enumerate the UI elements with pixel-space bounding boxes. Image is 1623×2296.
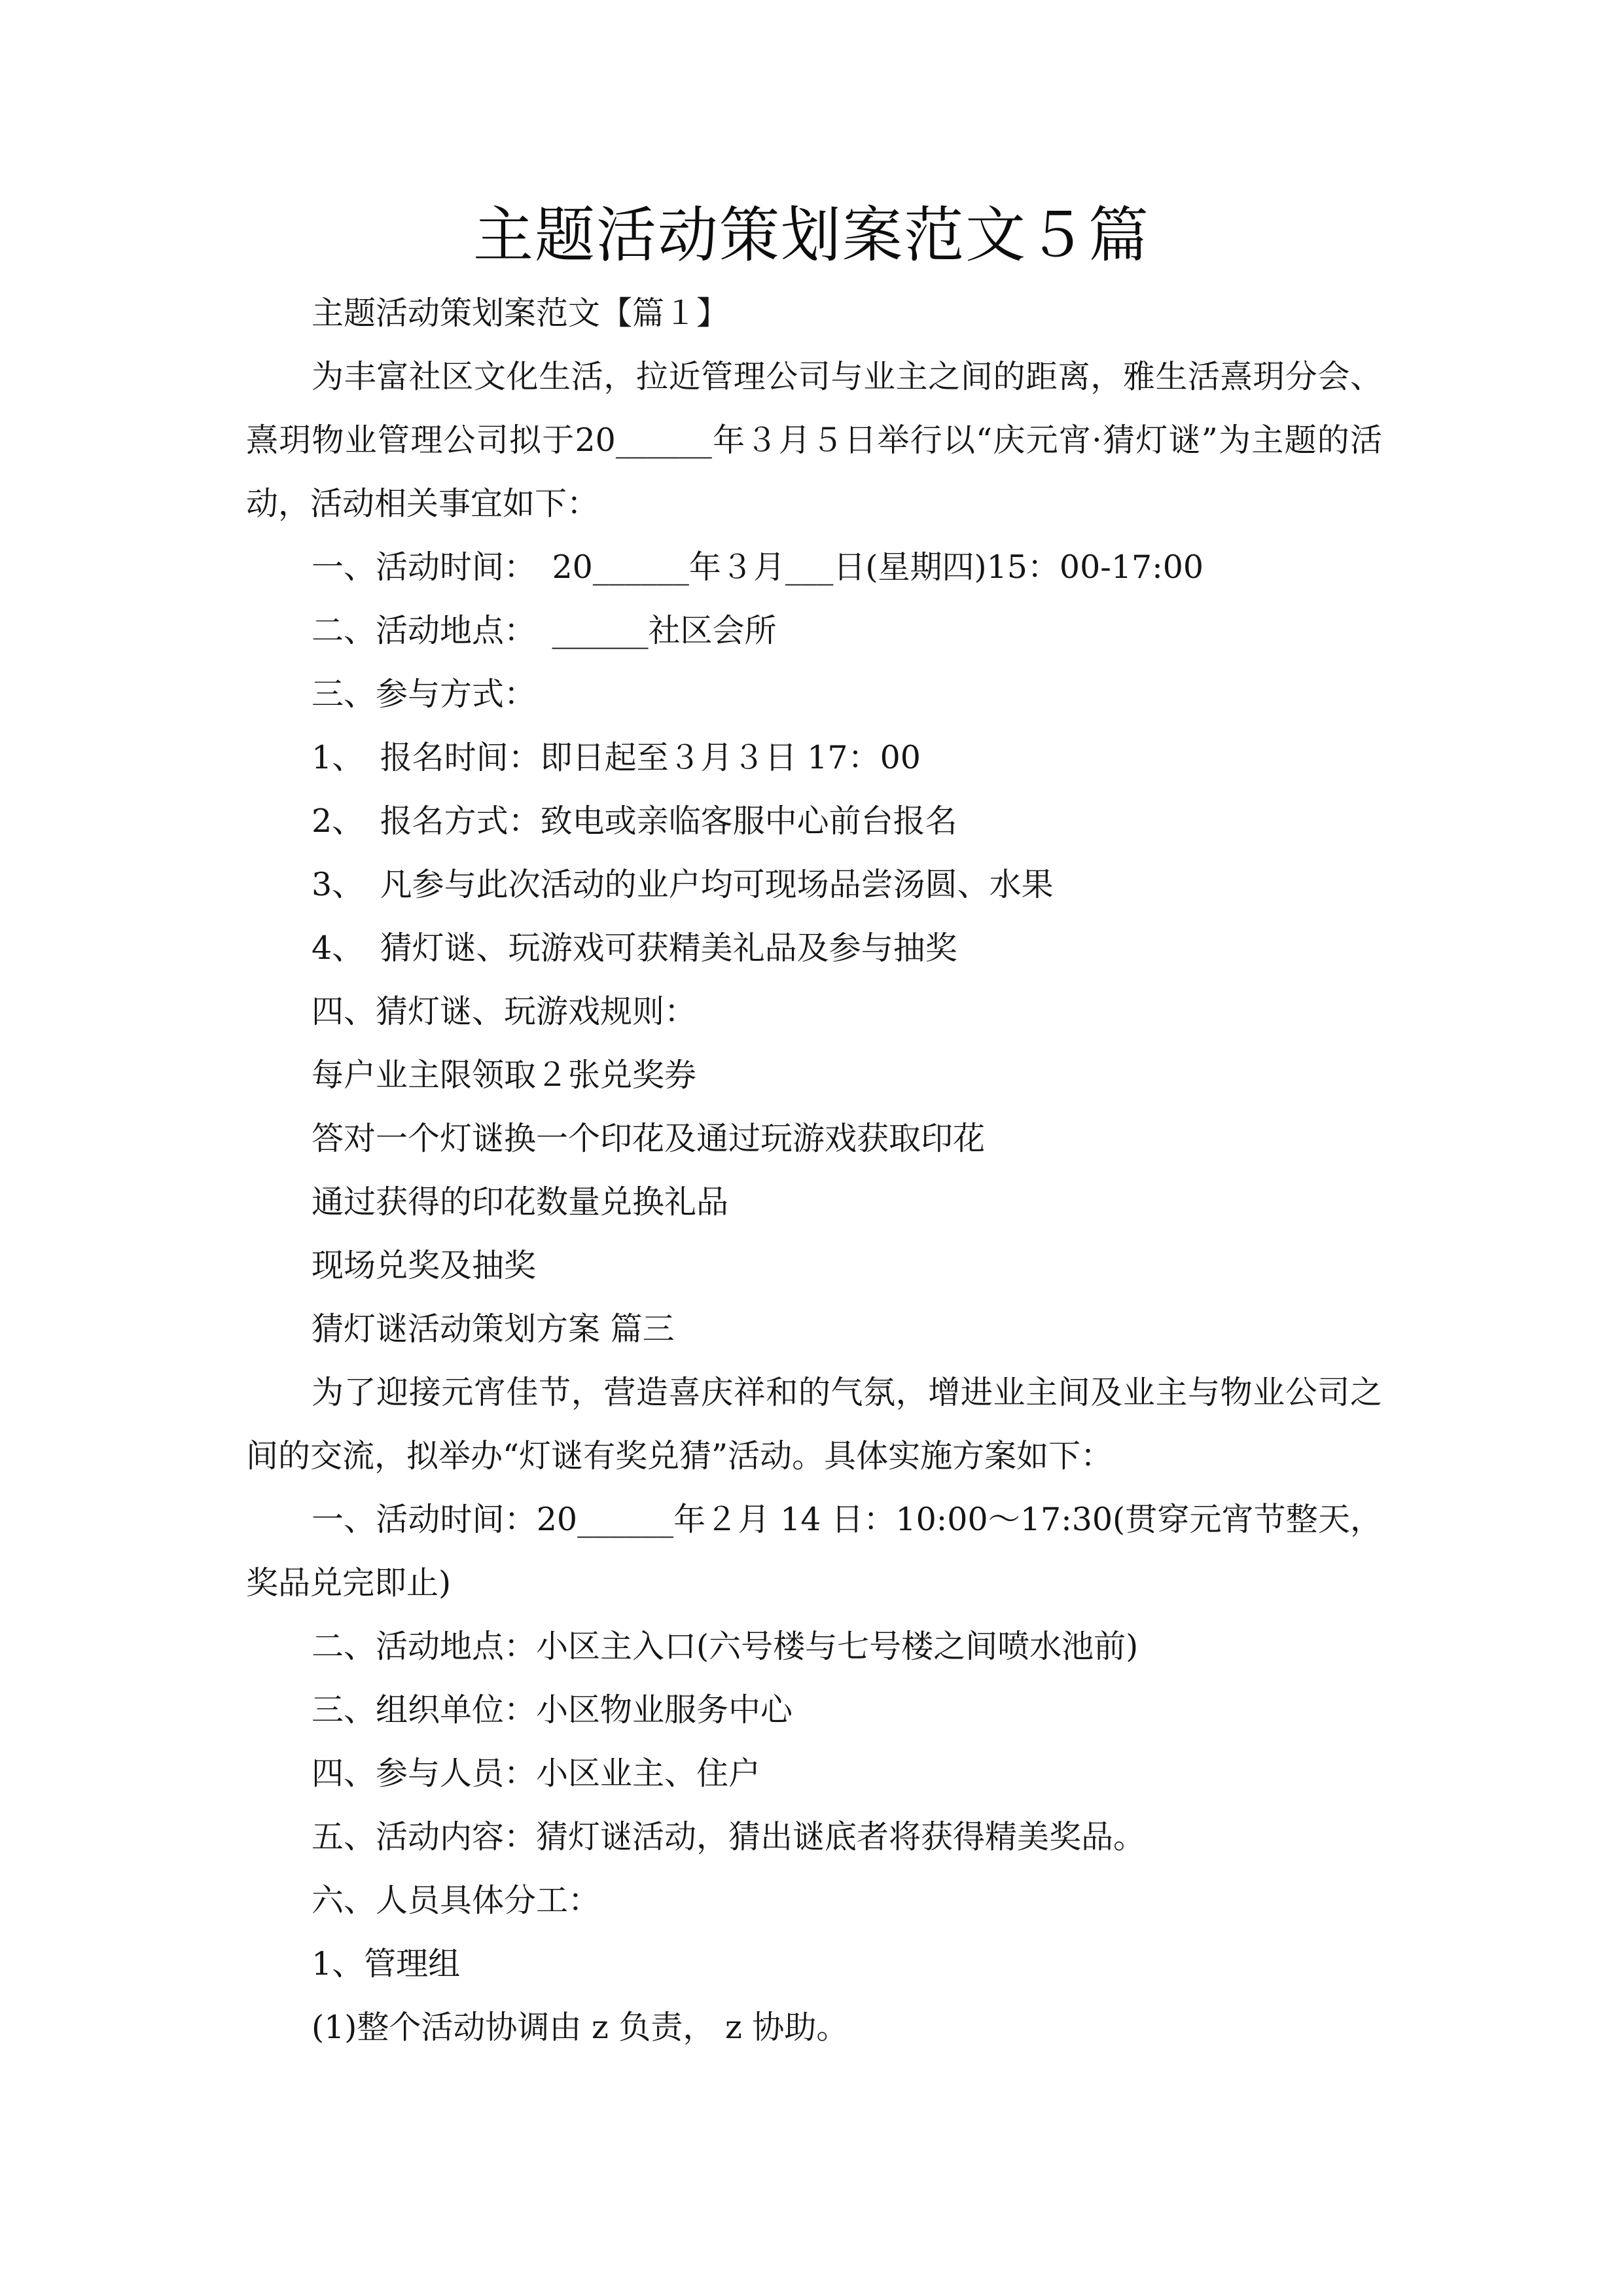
rule-item-1: 每户业主限领取２张兑奖券 <box>312 1056 697 1094</box>
document-body <box>246 281 1382 2059</box>
activity-venue-line-3: 二、活动地点：小区主入口(六号楼与七号楼之间喷水池前) <box>312 1628 1139 1665</box>
activity-venue-line: 二、活动地点： ______社区会所 <box>312 612 777 649</box>
coordination-line: (1)整个活动协调由 z 负责， z 协助。 <box>312 2009 849 2046</box>
document-title: 主题活动策划案范文５篇 <box>473 200 1150 270</box>
management-group-heading: 1、管理组 <box>312 1945 461 1982</box>
rule-item-4: 现场兑奖及抽奖 <box>312 1247 537 1284</box>
rule-item-3: 通过获得的印花数量兑换礼品 <box>312 1183 729 1221</box>
section-heading-3: 猜灯谜活动策划方案 篇三 <box>312 1310 675 1348</box>
rules-heading: 四、猜灯谜、玩游戏规则： <box>312 993 697 1030</box>
signup-time-line: 1、 报名时间：即日起至３月３日 17：00 <box>312 739 921 776</box>
prize-line: 4、 猜灯谜、玩游戏可获精美礼品及参与抽奖 <box>312 929 957 967</box>
rule-item-2: 答对一个灯谜换一个印花及通过玩游戏获取印花 <box>312 1120 986 1157</box>
signup-method-line: 2、 报名方式：致电或亲临客服中心前台报名 <box>312 802 957 840</box>
content-line: 五、活动内容：猜灯谜活动，猜出谜底者将获得精美奖品。 <box>312 1818 1146 1856</box>
organizer-line: 三、组织单位：小区物业服务中心 <box>312 1691 793 1729</box>
activity-time-line: 一、活动时间： 20______年３月___日(星期四)15：00-17:00 <box>312 548 1204 586</box>
section-heading-1: 主题活动策划案范文【篇１】 <box>312 295 729 332</box>
intro-paragraph-3: 为了迎接元宵佳节，营造喜庆祥和的气氛，增进业主间及业主与物业公司之间的交流，拟举办“灯谜有奖兑猜”活动。具体实施方案如下： <box>246 1374 1382 1475</box>
division-heading: 六、人员具体分工： <box>312 1882 601 1919</box>
intro-paragraph-1: 为丰富社区文化生活，拉近管理公司与业主之间的距离，雅生活熹玥分会、熹玥物业管理公司拟于20______年３月５日举行以“庆元宵·猜灯谜”为主题的活动，活动相关事宜如下： <box>246 358 1382 522</box>
participants-line: 四、参与人员：小区业主、住户 <box>312 1755 761 1792</box>
activity-time-line-3: 一、活动时间：20______年２月 14 日：10:00～17:30(贯穿元宵节整天，奖品兑完即止) <box>246 1501 1382 1602</box>
tasting-line: 3、 凡参与此次活动的业户均可现场品尝汤圆、水果 <box>312 866 1054 903</box>
participation-heading: 三、参与方式： <box>312 675 537 713</box>
